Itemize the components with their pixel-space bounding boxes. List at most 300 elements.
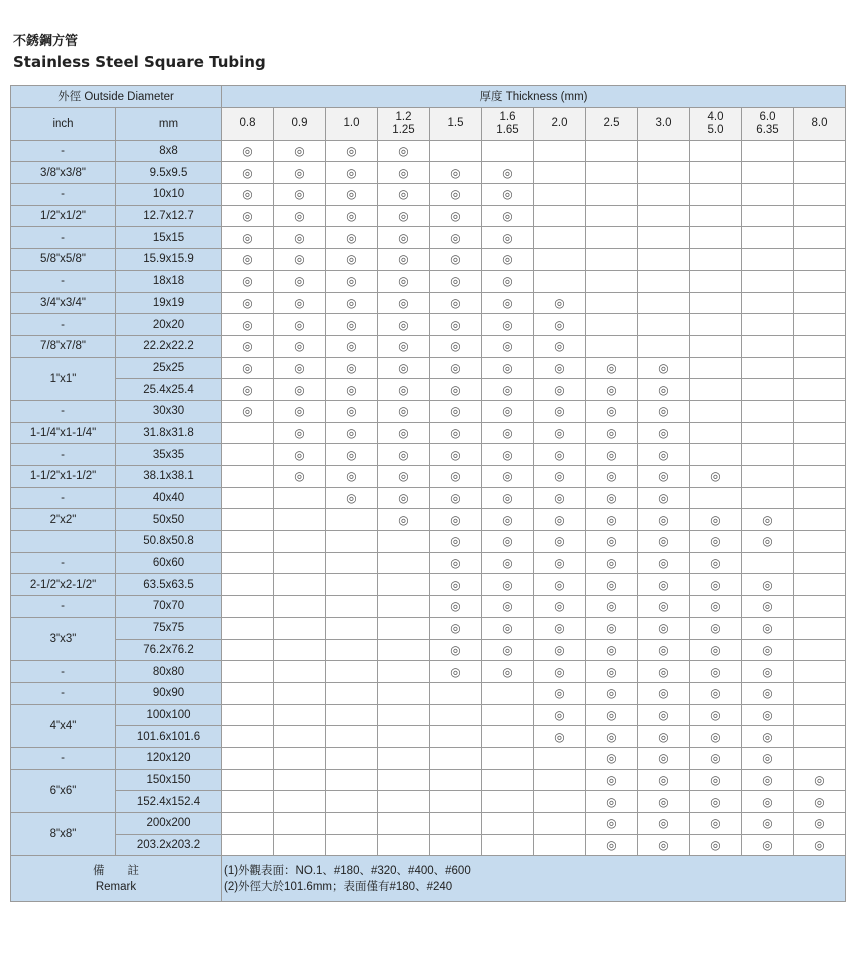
availability-cell	[742, 552, 794, 574]
availability-cell	[378, 487, 430, 509]
available-mark-icon: ◎	[710, 469, 721, 484]
availability-cell	[586, 357, 638, 379]
available-mark-icon: ◎	[658, 794, 669, 809]
thickness-value: 2.0	[551, 117, 568, 130]
availability-cell	[742, 574, 794, 596]
availability-cell	[274, 270, 326, 292]
availability-cell	[794, 422, 846, 444]
available-mark-icon: ◎	[398, 360, 409, 375]
table-row	[11, 314, 846, 336]
availability-cell	[222, 834, 274, 856]
table-row	[11, 834, 846, 856]
availability-cell	[534, 834, 586, 856]
availability-cell	[378, 140, 430, 162]
availability-cell	[742, 704, 794, 726]
availability-cell	[586, 140, 638, 162]
availability-cell	[586, 270, 638, 292]
availability-cell	[430, 726, 482, 748]
inch-cell: 6"x6"	[11, 769, 116, 812]
availability-cell	[274, 444, 326, 466]
availability-cell	[222, 617, 274, 639]
availability-cell	[326, 184, 378, 206]
availability-cell	[794, 466, 846, 488]
mm-cell: 60x60	[116, 552, 222, 574]
available-mark-icon: ◎	[502, 382, 513, 397]
availability-cell	[482, 682, 534, 704]
availability-cell	[326, 747, 378, 769]
availability-cell	[690, 140, 742, 162]
inch-cell: 1-1/2"x1-1/2"	[11, 466, 116, 488]
mm-cell: 63.5x63.5	[116, 574, 222, 596]
availability-cell	[638, 747, 690, 769]
availability-cell	[326, 509, 378, 531]
availability-cell	[794, 357, 846, 379]
availability-cell	[482, 726, 534, 748]
table-row	[11, 444, 846, 466]
available-mark-icon: ◎	[710, 621, 721, 636]
availability-cell	[638, 249, 690, 271]
available-mark-icon: ◎	[398, 252, 409, 267]
availability-cell	[326, 487, 378, 509]
availability-cell	[378, 379, 430, 401]
availability-cell	[378, 162, 430, 184]
available-mark-icon: ◎	[398, 339, 409, 354]
availability-cell	[222, 639, 274, 661]
remark-line-1: (1)外觀表面：NO.1、#180、#320、#400、#600	[224, 864, 471, 877]
availability-cell	[638, 769, 690, 791]
available-mark-icon: ◎	[606, 707, 617, 722]
available-mark-icon: ◎	[450, 577, 461, 592]
availability-cell	[586, 400, 638, 422]
availability-cell	[326, 704, 378, 726]
availability-cell	[534, 335, 586, 357]
available-mark-icon: ◎	[346, 447, 357, 462]
available-mark-icon: ◎	[606, 816, 617, 831]
availability-cell	[378, 682, 430, 704]
availability-cell	[742, 184, 794, 206]
availability-cell	[638, 205, 690, 227]
available-mark-icon: ◎	[502, 295, 513, 310]
availability-cell	[586, 487, 638, 509]
inch-cell: 8"x8"	[11, 813, 116, 856]
available-mark-icon: ◎	[762, 794, 773, 809]
mm-cell: 200x200	[116, 813, 222, 835]
availability-cell	[326, 726, 378, 748]
availability-cell	[274, 747, 326, 769]
availability-cell	[690, 184, 742, 206]
mm-cell: 70x70	[116, 596, 222, 618]
available-mark-icon: ◎	[606, 838, 617, 853]
table-row	[11, 509, 846, 531]
outside-diameter-header: 外徑 Outside Diameter	[11, 86, 222, 108]
availability-cell	[222, 552, 274, 574]
availability-cell	[638, 682, 690, 704]
availability-cell	[638, 639, 690, 661]
available-mark-icon: ◎	[606, 556, 617, 571]
availability-cell	[378, 574, 430, 596]
available-mark-icon: ◎	[294, 404, 305, 419]
availability-cell	[482, 292, 534, 314]
availability-cell	[690, 704, 742, 726]
availability-cell	[482, 422, 534, 444]
mm-cell: 101.6x101.6	[116, 726, 222, 748]
thickness-value: 4.0	[707, 110, 724, 123]
availability-cell	[222, 682, 274, 704]
availability-cell	[690, 249, 742, 271]
available-mark-icon: ◎	[502, 577, 513, 592]
availability-cell	[638, 379, 690, 401]
thickness-value: 6.0	[759, 110, 776, 123]
availability-cell	[326, 140, 378, 162]
availability-cell	[274, 617, 326, 639]
header-row-1	[11, 86, 846, 108]
inch-cell: 7/8"x7/8"	[11, 335, 116, 357]
availability-cell	[690, 726, 742, 748]
available-mark-icon: ◎	[450, 230, 461, 245]
availability-cell	[638, 813, 690, 835]
availability-cell	[534, 747, 586, 769]
available-mark-icon: ◎	[242, 339, 253, 354]
inch-cell: -	[11, 227, 116, 249]
availability-cell	[794, 813, 846, 835]
available-mark-icon: ◎	[398, 447, 409, 462]
availability-cell	[222, 531, 274, 553]
availability-cell	[482, 661, 534, 683]
availability-cell	[482, 509, 534, 531]
inch-cell: -	[11, 314, 116, 336]
mm-cell: 31.8x31.8	[116, 422, 222, 444]
mm-cell: 12.7x12.7	[116, 205, 222, 227]
available-mark-icon: ◎	[554, 339, 565, 354]
available-mark-icon: ◎	[450, 404, 461, 419]
inch-cell: -	[11, 270, 116, 292]
inch-cell: 2"x2"	[11, 509, 116, 531]
available-mark-icon: ◎	[554, 729, 565, 744]
availability-cell	[742, 292, 794, 314]
table-row	[11, 791, 846, 813]
available-mark-icon: ◎	[450, 360, 461, 375]
inch-cell: 1/2"x1/2"	[11, 205, 116, 227]
availability-cell	[430, 769, 482, 791]
availability-cell	[326, 639, 378, 661]
availability-cell	[586, 379, 638, 401]
available-mark-icon: ◎	[346, 425, 357, 440]
available-mark-icon: ◎	[606, 621, 617, 636]
available-mark-icon: ◎	[450, 447, 461, 462]
available-mark-icon: ◎	[762, 599, 773, 614]
availability-cell	[794, 661, 846, 683]
available-mark-icon: ◎	[294, 447, 305, 462]
available-mark-icon: ◎	[554, 686, 565, 701]
availability-cell	[482, 140, 534, 162]
availability-cell	[586, 466, 638, 488]
available-mark-icon: ◎	[658, 751, 669, 766]
availability-cell	[742, 661, 794, 683]
inch-cell: 4"x4"	[11, 704, 116, 747]
availability-cell	[690, 531, 742, 553]
available-mark-icon: ◎	[398, 209, 409, 224]
available-mark-icon: ◎	[658, 534, 669, 549]
availability-cell	[274, 335, 326, 357]
availability-cell	[378, 661, 430, 683]
available-mark-icon: ◎	[502, 491, 513, 506]
available-mark-icon: ◎	[710, 512, 721, 527]
available-mark-icon: ◎	[502, 339, 513, 354]
availability-cell	[586, 704, 638, 726]
inch-cell: -	[11, 487, 116, 509]
availability-cell	[326, 574, 378, 596]
page-title-en: Stainless Steel Square Tubing	[13, 53, 266, 71]
available-mark-icon: ◎	[450, 664, 461, 679]
availability-cell	[638, 335, 690, 357]
available-mark-icon: ◎	[346, 252, 357, 267]
available-mark-icon: ◎	[658, 686, 669, 701]
availability-cell	[430, 552, 482, 574]
availability-cell	[430, 227, 482, 249]
availability-cell	[482, 834, 534, 856]
availability-cell	[326, 292, 378, 314]
table-row	[11, 574, 846, 596]
availability-cell	[638, 596, 690, 618]
availability-cell	[742, 747, 794, 769]
availability-cell	[482, 617, 534, 639]
availability-cell	[326, 162, 378, 184]
availability-cell	[274, 661, 326, 683]
availability-cell	[534, 487, 586, 509]
available-mark-icon: ◎	[398, 404, 409, 419]
available-mark-icon: ◎	[502, 425, 513, 440]
availability-cell	[274, 509, 326, 531]
available-mark-icon: ◎	[346, 469, 357, 484]
thickness-value: 0.9	[291, 117, 308, 130]
available-mark-icon: ◎	[242, 252, 253, 267]
availability-cell	[742, 791, 794, 813]
available-mark-icon: ◎	[346, 274, 357, 289]
availability-cell	[586, 184, 638, 206]
mm-cell: 8x8	[116, 140, 222, 162]
availability-cell	[274, 682, 326, 704]
available-mark-icon: ◎	[658, 599, 669, 614]
available-mark-icon: ◎	[294, 274, 305, 289]
available-mark-icon: ◎	[762, 512, 773, 527]
inch-cell: -	[11, 400, 116, 422]
available-mark-icon: ◎	[710, 686, 721, 701]
availability-cell	[430, 791, 482, 813]
available-mark-icon: ◎	[398, 295, 409, 310]
thickness-value: 1.6	[499, 110, 516, 123]
availability-cell	[482, 574, 534, 596]
available-mark-icon: ◎	[242, 404, 253, 419]
available-mark-icon: ◎	[658, 577, 669, 592]
availability-cell	[638, 162, 690, 184]
inch-cell: -	[11, 661, 116, 683]
table-row	[11, 140, 846, 162]
availability-cell	[326, 834, 378, 856]
availability-cell	[274, 574, 326, 596]
available-mark-icon: ◎	[814, 794, 825, 809]
availability-cell	[378, 422, 430, 444]
inch-cell: 5/8"x5/8"	[11, 249, 116, 271]
availability-cell	[690, 682, 742, 704]
mm-cell: 25.4x25.4	[116, 379, 222, 401]
availability-cell	[638, 422, 690, 444]
availability-cell	[430, 270, 482, 292]
available-mark-icon: ◎	[242, 274, 253, 289]
availability-cell	[690, 834, 742, 856]
available-mark-icon: ◎	[762, 772, 773, 787]
availability-cell	[378, 704, 430, 726]
available-mark-icon: ◎	[554, 317, 565, 332]
available-mark-icon: ◎	[554, 577, 565, 592]
available-mark-icon: ◎	[346, 165, 357, 180]
availability-cell	[794, 335, 846, 357]
availability-cell	[586, 205, 638, 227]
mm-cell: 40x40	[116, 487, 222, 509]
available-mark-icon: ◎	[606, 404, 617, 419]
availability-cell	[430, 531, 482, 553]
available-mark-icon: ◎	[502, 274, 513, 289]
availability-cell	[638, 466, 690, 488]
availability-cell	[690, 747, 742, 769]
thickness-col-header	[326, 107, 378, 140]
availability-cell	[222, 791, 274, 813]
availability-cell	[794, 292, 846, 314]
available-mark-icon: ◎	[294, 209, 305, 224]
availability-cell	[690, 422, 742, 444]
available-mark-icon: ◎	[658, 772, 669, 787]
available-mark-icon: ◎	[762, 577, 773, 592]
availability-cell	[378, 184, 430, 206]
table-row	[11, 639, 846, 661]
availability-cell	[378, 552, 430, 574]
availability-cell	[482, 466, 534, 488]
availability-cell	[534, 726, 586, 748]
thickness-col-header	[482, 107, 534, 140]
mm-cell: 152.4x152.4	[116, 791, 222, 813]
available-mark-icon: ◎	[710, 664, 721, 679]
available-mark-icon: ◎	[502, 642, 513, 657]
thickness-col-header	[274, 107, 326, 140]
availability-cell	[430, 335, 482, 357]
available-mark-icon: ◎	[242, 295, 253, 310]
available-mark-icon: ◎	[710, 642, 721, 657]
availability-cell	[430, 704, 482, 726]
availability-cell	[794, 617, 846, 639]
available-mark-icon: ◎	[294, 165, 305, 180]
available-mark-icon: ◎	[554, 642, 565, 657]
table-row	[11, 162, 846, 184]
availability-cell	[274, 596, 326, 618]
availability-cell	[534, 813, 586, 835]
available-mark-icon: ◎	[606, 512, 617, 527]
available-mark-icon: ◎	[450, 187, 461, 202]
availability-cell	[638, 357, 690, 379]
availability-cell	[586, 249, 638, 271]
availability-cell	[378, 769, 430, 791]
availability-cell	[430, 292, 482, 314]
available-mark-icon: ◎	[554, 404, 565, 419]
availability-cell	[274, 140, 326, 162]
availability-cell	[690, 379, 742, 401]
availability-cell	[742, 834, 794, 856]
available-mark-icon: ◎	[606, 642, 617, 657]
available-mark-icon: ◎	[710, 751, 721, 766]
inch-cell: -	[11, 596, 116, 618]
availability-cell	[742, 270, 794, 292]
availability-cell	[742, 596, 794, 618]
availability-cell	[430, 184, 482, 206]
available-mark-icon: ◎	[346, 491, 357, 506]
availability-cell	[690, 314, 742, 336]
available-mark-icon: ◎	[606, 469, 617, 484]
thickness-value: 3.0	[655, 117, 672, 130]
availability-cell	[378, 747, 430, 769]
availability-cell	[222, 292, 274, 314]
available-mark-icon: ◎	[450, 252, 461, 267]
availability-cell	[638, 531, 690, 553]
mm-cell: 50.8x50.8	[116, 531, 222, 553]
available-mark-icon: ◎	[606, 447, 617, 462]
availability-cell	[794, 531, 846, 553]
availability-cell	[586, 791, 638, 813]
availability-cell	[534, 639, 586, 661]
available-mark-icon: ◎	[762, 729, 773, 744]
availability-cell	[534, 270, 586, 292]
availability-cell	[638, 184, 690, 206]
availability-cell	[638, 314, 690, 336]
mm-cell: 203.2x203.2	[116, 834, 222, 856]
available-mark-icon: ◎	[398, 144, 409, 159]
available-mark-icon: ◎	[502, 447, 513, 462]
availability-cell	[638, 791, 690, 813]
thickness-value: 6.35	[756, 123, 779, 136]
availability-cell	[638, 444, 690, 466]
availability-cell	[222, 400, 274, 422]
thickness-value: 1.2	[395, 110, 412, 123]
available-mark-icon: ◎	[554, 707, 565, 722]
available-mark-icon: ◎	[502, 230, 513, 245]
availability-cell	[274, 704, 326, 726]
available-mark-icon: ◎	[762, 838, 773, 853]
availability-cell	[326, 249, 378, 271]
availability-cell	[690, 487, 742, 509]
availability-cell	[482, 249, 534, 271]
availability-cell	[794, 270, 846, 292]
availability-cell	[586, 747, 638, 769]
available-mark-icon: ◎	[346, 339, 357, 354]
availability-cell	[638, 140, 690, 162]
availability-cell	[690, 596, 742, 618]
table-row	[11, 227, 846, 249]
available-mark-icon: ◎	[398, 512, 409, 527]
remark-label-en: Remark	[95, 880, 137, 893]
inch-cell: 1"x1"	[11, 357, 116, 400]
availability-cell	[378, 466, 430, 488]
availability-cell	[378, 791, 430, 813]
available-mark-icon: ◎	[294, 317, 305, 332]
table-row	[11, 249, 846, 271]
availability-cell	[586, 726, 638, 748]
availability-cell	[482, 487, 534, 509]
availability-cell	[222, 813, 274, 835]
mm-cell: 76.2x76.2	[116, 639, 222, 661]
availability-cell	[742, 400, 794, 422]
thickness-col-header	[430, 107, 482, 140]
available-mark-icon: ◎	[658, 816, 669, 831]
inch-header: inch	[11, 107, 116, 140]
available-mark-icon: ◎	[554, 512, 565, 527]
available-mark-icon: ◎	[398, 165, 409, 180]
